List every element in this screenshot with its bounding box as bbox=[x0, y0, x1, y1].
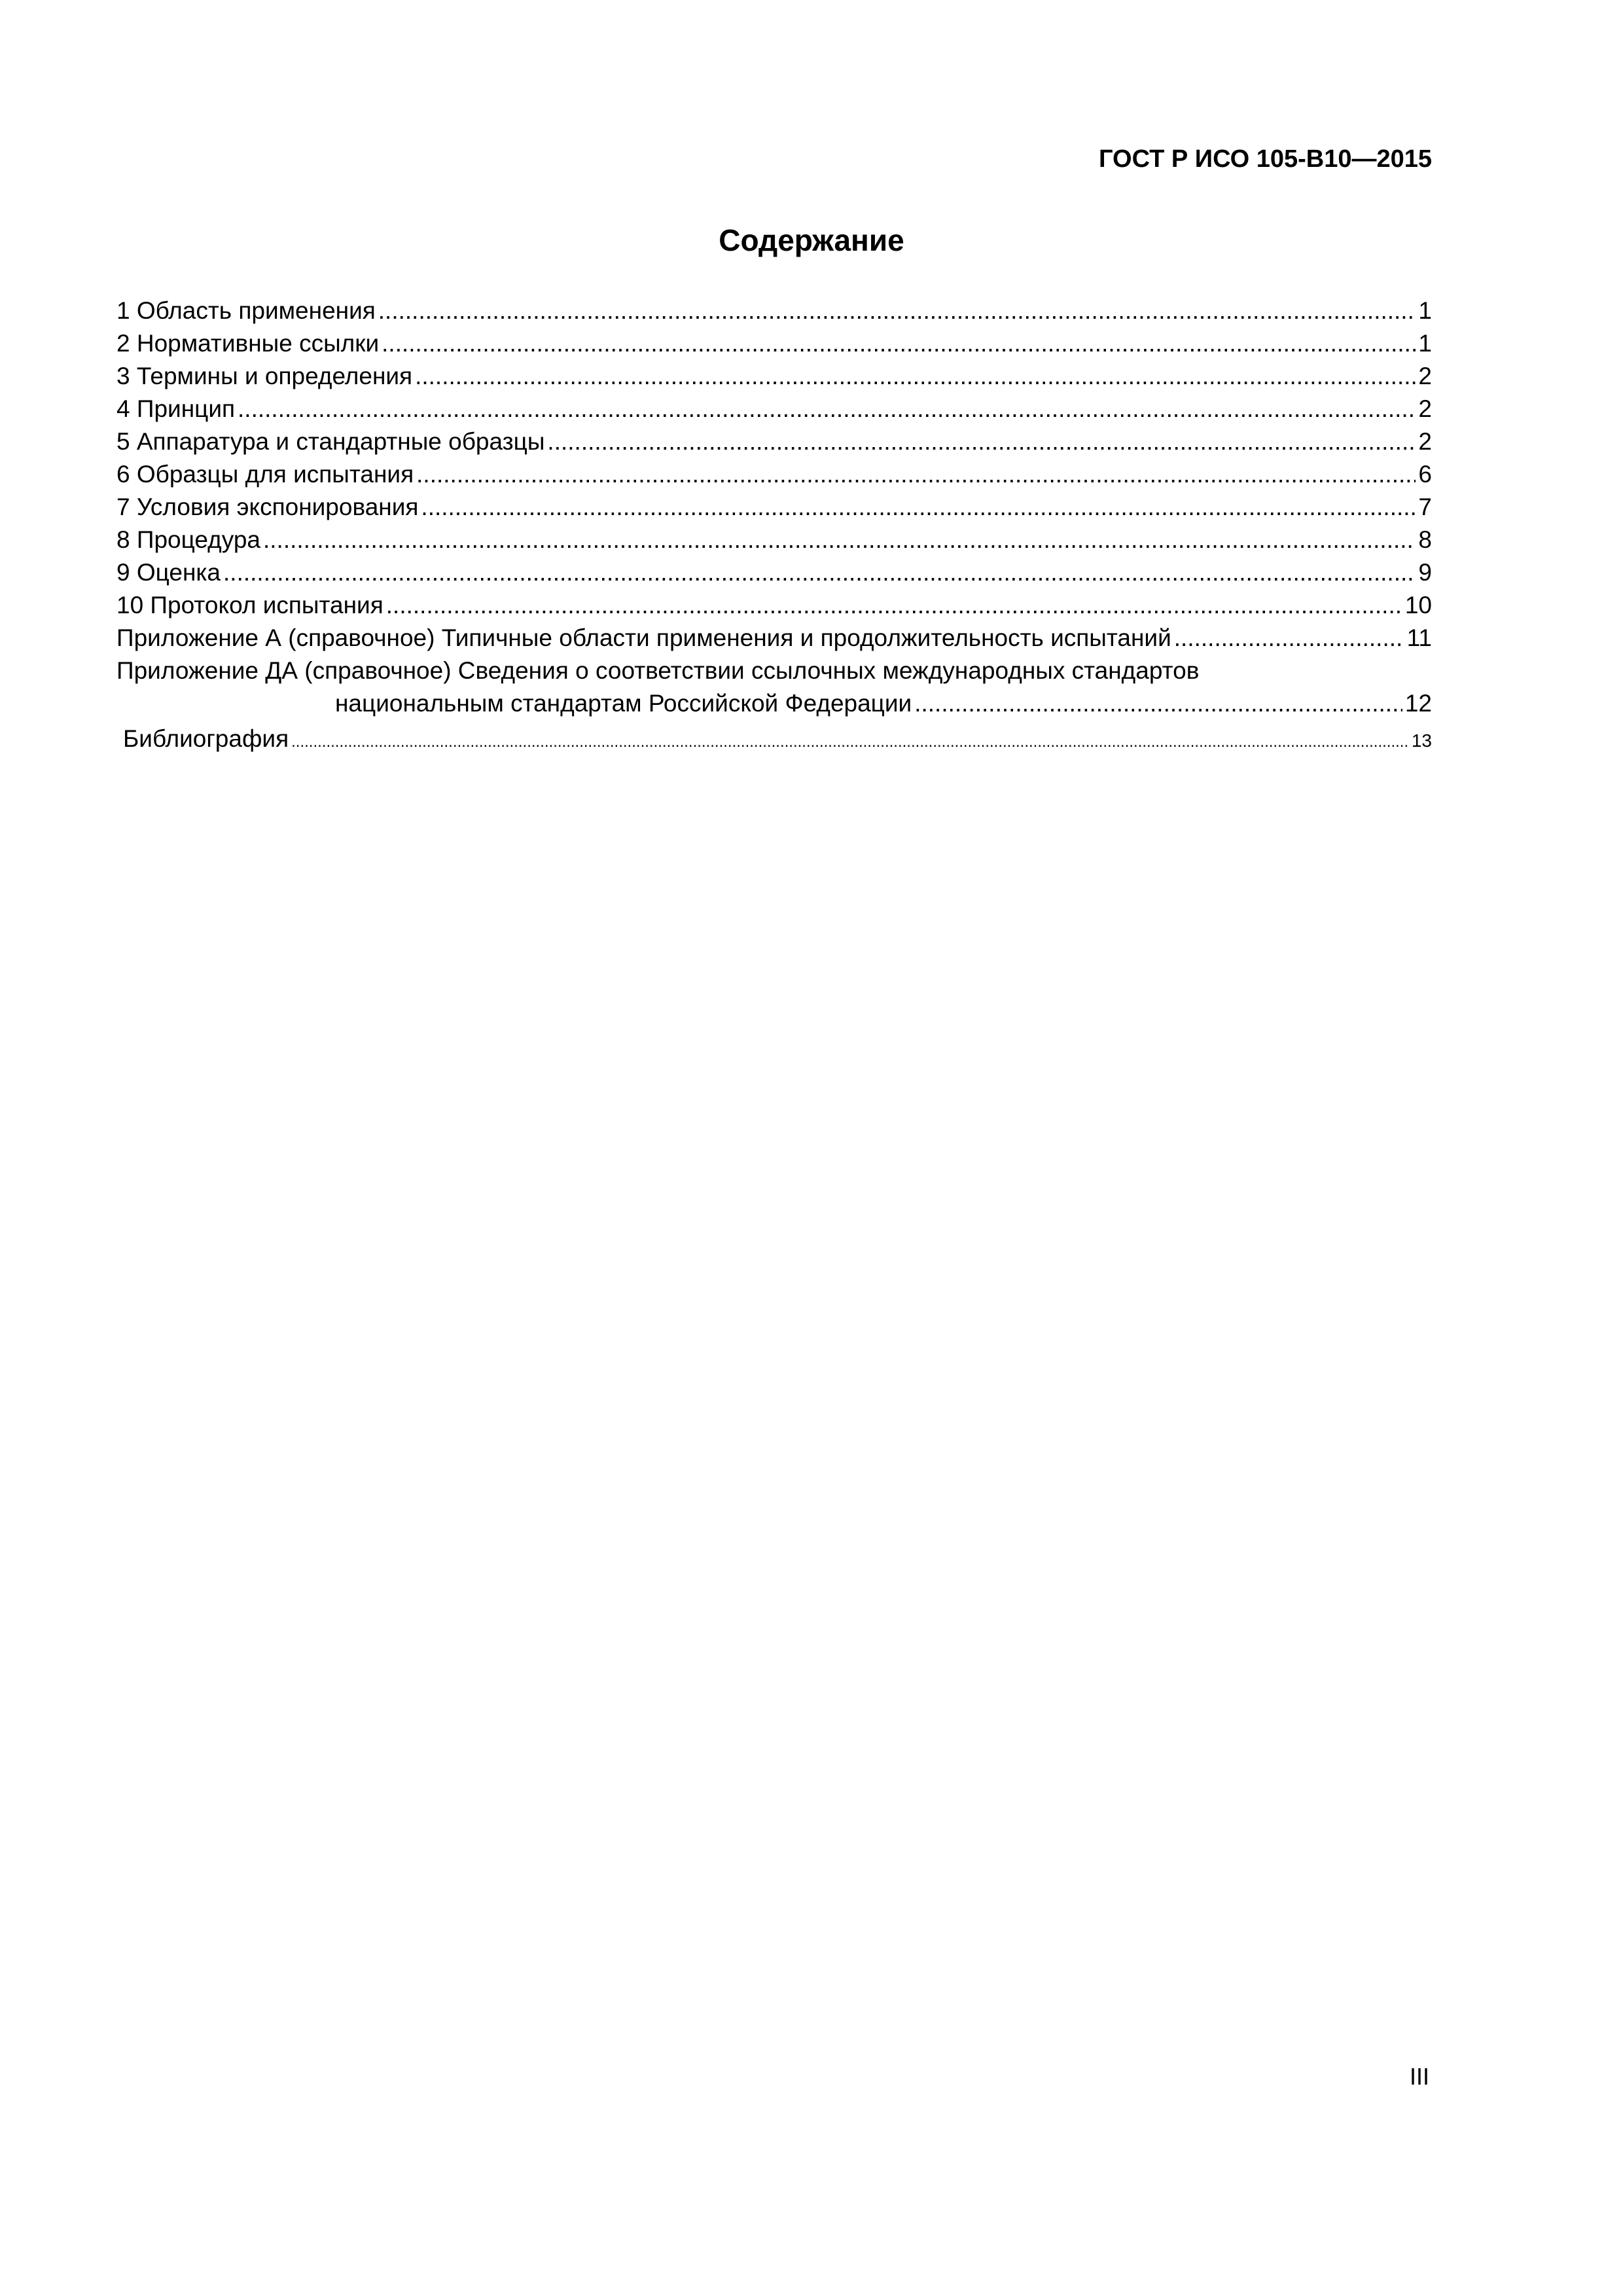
dot-leader bbox=[238, 393, 1416, 425]
toc-entry-page: 2 bbox=[1418, 395, 1432, 422]
dot-leader bbox=[386, 589, 1402, 622]
toc-entry-label: Приложение А (справочное) Типичные области применения и продолжительность испытаний bbox=[116, 624, 1171, 651]
dot-leader bbox=[914, 687, 1402, 720]
toc-entry[interactable] bbox=[116, 295, 1432, 327]
dot-leader bbox=[415, 360, 1416, 393]
toc-entry[interactable] bbox=[116, 556, 1432, 589]
toc-entry-page: 11 bbox=[1406, 624, 1432, 651]
dot-leader bbox=[263, 524, 1416, 556]
toc-entry-page: 2 bbox=[1418, 428, 1432, 455]
page-number: III bbox=[1409, 2063, 1429, 2090]
toc-entry-label: 8 Процедура bbox=[116, 526, 260, 553]
toc-entry-page: 12 bbox=[1404, 690, 1432, 717]
toc-entry-label: 7 Условия экспонирования bbox=[116, 493, 419, 520]
toc-entry-label: 9 Оценка bbox=[116, 559, 221, 586]
toc-entry[interactable] bbox=[116, 491, 1432, 524]
toc-entry-page: 8 bbox=[1418, 526, 1432, 553]
toc-entry[interactable] bbox=[116, 524, 1432, 556]
toc-entry-page: 6 bbox=[1418, 461, 1432, 488]
toc-entry-page: 1 bbox=[1418, 330, 1432, 357]
toc-entry-label: 2 Нормативные ссылки bbox=[116, 330, 380, 357]
toc-entry-label: Библиография bbox=[123, 725, 289, 752]
dot-leader bbox=[378, 295, 1416, 327]
toc-entry-page: 9 bbox=[1418, 559, 1432, 586]
toc-title: Содержание bbox=[719, 223, 904, 257]
table-of-contents bbox=[116, 295, 1432, 755]
toc-entry-label: 6 Образцы для испытания bbox=[116, 461, 414, 488]
toc-entry-page: 1 bbox=[1418, 297, 1432, 324]
toc-entry-annex-da-line1[interactable] bbox=[116, 655, 1432, 687]
toc-entry[interactable] bbox=[116, 589, 1432, 622]
toc-entry-label: 5 Аппаратура и стандартные образцы bbox=[116, 428, 545, 455]
toc-entry-page: 13 bbox=[1411, 730, 1432, 751]
toc-entry-label: 4 Принцип bbox=[116, 395, 236, 422]
toc-entry[interactable] bbox=[116, 458, 1432, 491]
toc-entry-annex-a[interactable] bbox=[116, 622, 1432, 655]
dot-leader bbox=[223, 556, 1416, 589]
toc-entry[interactable] bbox=[116, 425, 1432, 458]
dot-leader bbox=[416, 458, 1416, 491]
toc-entry-label: 1 Область применения bbox=[116, 297, 376, 324]
document-code-header: ГОСТ Р ИСО 105-B10—2015 bbox=[1099, 145, 1432, 173]
dot-leader bbox=[547, 425, 1416, 458]
toc-entry-label: 10 Протокол испытания bbox=[116, 592, 383, 619]
toc-entry-label: 3 Термины и определения bbox=[116, 363, 413, 389]
toc-entry-bibliography[interactable] bbox=[116, 723, 1432, 755]
toc-entry[interactable] bbox=[116, 393, 1432, 425]
toc-entry[interactable] bbox=[116, 360, 1432, 393]
toc-entry-page: 10 bbox=[1404, 592, 1432, 619]
toc-entry-annex-da-line2[interactable] bbox=[116, 687, 1432, 720]
toc-entry-page: 7 bbox=[1418, 493, 1432, 520]
toc-entry-page: 2 bbox=[1418, 363, 1432, 389]
toc-entry-label: национальным стандартам Российской Федерации bbox=[335, 690, 912, 717]
dot-leader bbox=[291, 726, 1409, 759]
dot-leader bbox=[1174, 622, 1404, 655]
toc-entry-label: Приложение ДА (справочное) Сведения о соответствии ссылочных международных стандартов bbox=[116, 657, 1200, 684]
dot-leader bbox=[382, 327, 1416, 360]
dot-leader bbox=[421, 491, 1416, 524]
toc-entry[interactable] bbox=[116, 327, 1432, 360]
